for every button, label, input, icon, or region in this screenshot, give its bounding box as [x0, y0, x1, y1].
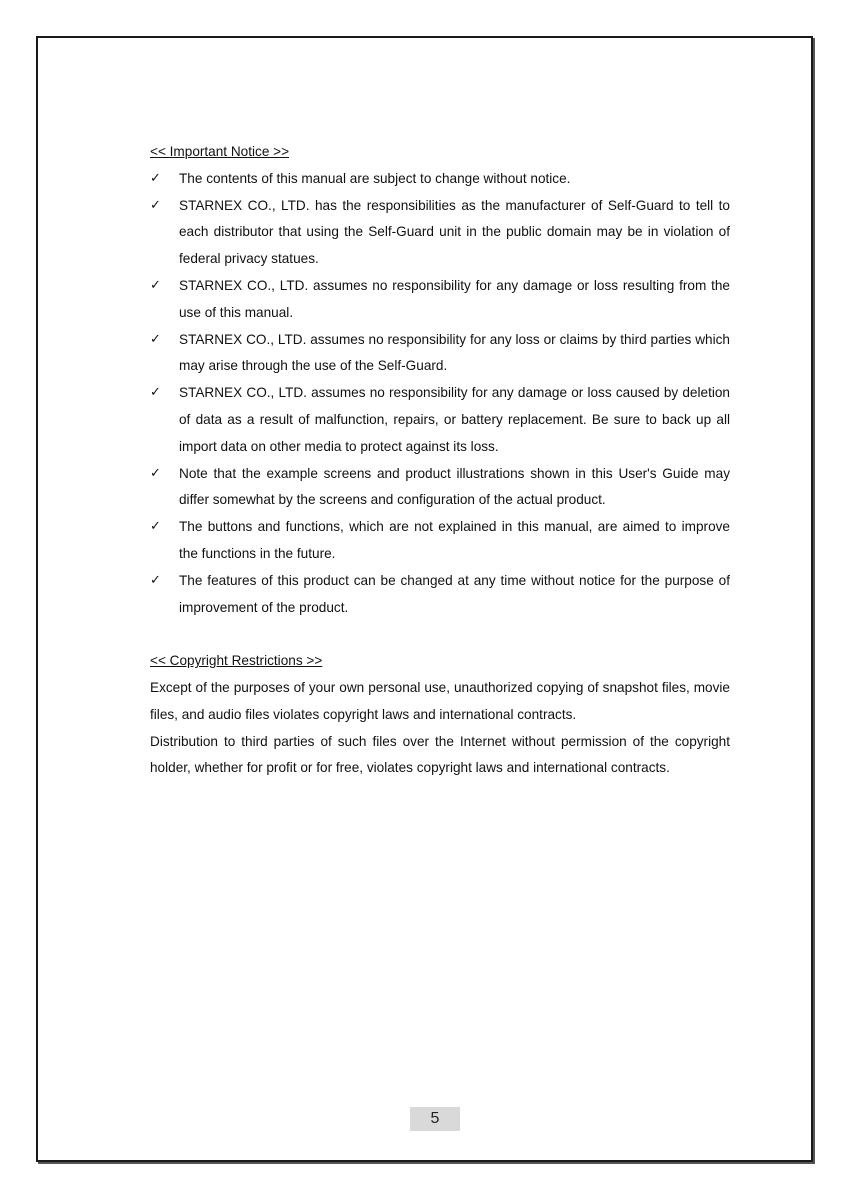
important-notice-list	[150, 166, 730, 622]
list-item	[150, 327, 730, 381]
section-spacer	[150, 621, 730, 648]
notice-text: STARNEX CO., LTD. has the responsibilities as the manufacturer of Self-Guard to tell to each distributor that using the Self-Guard unit in the public domain may be in violation of federal privacy statues.	[179, 197, 730, 267]
checkmark-icon: ✓	[150, 572, 161, 588]
important-notice-heading: << Important Notice >>	[150, 144, 290, 159]
checkmark-icon: ✓	[150, 197, 161, 213]
notice-text: The buttons and functions, which are not explained in this manual, are aimed to improve the functions in the future.	[179, 519, 730, 561]
notice-text: STARNEX CO., LTD. assumes no responsibility for any damage or loss resulting from the use of this manual.	[179, 277, 730, 320]
checkmark-icon: ✓	[150, 385, 161, 401]
notice-text: Note that the example screens and product illustrations shown in this User's Guide may differ somewhat by the screens and configuration of the actual product.	[179, 465, 730, 508]
list-item	[150, 461, 730, 515]
checkmark-icon: ✓	[150, 277, 161, 293]
checkmark-icon: ✓	[150, 519, 161, 535]
list-item	[150, 166, 730, 193]
notice-text: STARNEX CO., LTD. assumes no responsibility for any loss or claims by third parties which may arise through the use of the Self-Guard.	[179, 331, 730, 374]
checkmark-icon: ✓	[150, 331, 161, 347]
copyright-heading: << Copyright Restrictions >>	[150, 653, 323, 669]
notice-text: The features of this product can be changed at any time without notice for the purpose of improvement of the product.	[179, 572, 730, 615]
copyright-paragraph: Distribution to third parties of such files over the Internet without permission of the copyright holder, whether for profit or for free, violates copyright laws and international contracts.	[150, 733, 730, 776]
list-item	[150, 568, 730, 622]
copyright-paragraph: Except of the purposes of your own personal use, unauthorized copying of snapshot files, movie files, and audio files violates copyright laws and international contracts.	[150, 679, 730, 722]
list-item	[150, 380, 730, 460]
checkmark-icon: ✓	[150, 465, 161, 481]
list-item	[150, 193, 730, 273]
notice-text: The contents of this manual are subject to change without notice.	[179, 170, 571, 186]
notice-text: STARNEX CO., LTD. assumes no responsibility for any damage or loss caused by deletion of data as a result of malfunction, repairs, or battery replacement. Be sure to back up all import data on other media to protect against its loss.	[179, 385, 730, 454]
page-content	[150, 139, 730, 782]
list-item	[150, 514, 730, 568]
page-number: 5	[410, 1107, 460, 1131]
checkmark-icon: ✓	[150, 170, 161, 186]
list-item	[150, 273, 730, 327]
